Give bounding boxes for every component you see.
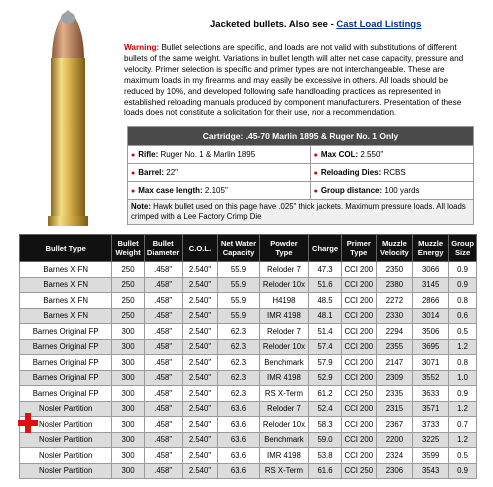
table-cell: 62.3	[218, 386, 259, 402]
field-label: Max COL:	[320, 150, 359, 159]
note-label: Note:	[131, 202, 151, 211]
table-cell: .458"	[144, 432, 182, 448]
column-header: Bullet Weight	[112, 235, 144, 262]
table-cell: 62.3	[218, 370, 259, 386]
bullet-type-cell: Nosler Partition	[20, 401, 112, 417]
column-header: Group Size	[449, 235, 477, 262]
table-cell: 62.3	[218, 339, 259, 355]
table-cell: 0.9	[449, 386, 477, 402]
table-cell: 2866	[413, 293, 449, 309]
table-cell: .458"	[144, 355, 182, 371]
table-cell: .458"	[144, 370, 182, 386]
column-header: Powder Type	[259, 235, 309, 262]
bullet-dot-icon: ●	[131, 188, 136, 195]
table-cell: 250	[112, 262, 144, 278]
table-cell: 2.540"	[182, 293, 218, 309]
table-cell: 0.8	[449, 293, 477, 309]
column-header: Bullet Type	[20, 235, 112, 262]
field-value: 22"	[164, 168, 178, 177]
cartridge-icon	[38, 0, 98, 230]
table-cell: CCI 200	[341, 293, 376, 309]
table-row	[20, 463, 477, 479]
table-cell: 300	[112, 324, 144, 340]
table-cell: 3225	[413, 432, 449, 448]
table-cell: Reloder 7	[259, 262, 309, 278]
column-header: Bullet Diameter	[144, 235, 182, 262]
table-cell: 300	[112, 370, 144, 386]
column-header: Primer Type	[341, 235, 376, 262]
field-label: Max case length:	[138, 186, 203, 195]
table-cell: 3145	[413, 277, 449, 293]
table-cell: 2147	[376, 355, 412, 371]
table-cell: 2324	[376, 448, 412, 464]
bullet-dot-icon: ●	[313, 188, 318, 195]
table-cell: 2.540"	[182, 386, 218, 402]
field-value: RCBS	[381, 168, 406, 177]
red-cross-marker-icon	[17, 412, 39, 434]
table-cell: 300	[112, 355, 144, 371]
table-cell: 2367	[376, 417, 412, 433]
table-cell: CCI 200	[341, 355, 376, 371]
cast-load-listings-link[interactable]: Cast Load Listings	[336, 19, 422, 30]
table-cell: 0.9	[449, 463, 477, 479]
table-cell: 55.9	[218, 308, 259, 324]
cartridge-cell	[128, 146, 311, 164]
bullet-type-label: Nosler Partition	[39, 419, 93, 429]
cartridge-cell	[128, 164, 311, 182]
table-cell: 3695	[413, 339, 449, 355]
table-cell: .458"	[144, 324, 182, 340]
table-cell: 57.9	[309, 355, 342, 371]
bullet-type-cell	[20, 417, 112, 433]
table-cell: 300	[112, 432, 144, 448]
table-row	[20, 293, 477, 309]
field-value: 2.550"	[358, 150, 384, 159]
table-cell: 2315	[376, 401, 412, 417]
table-cell: 0.6	[449, 308, 477, 324]
table-cell: Benchmark	[259, 432, 309, 448]
load-data-table	[19, 234, 477, 479]
cartridge-cell	[310, 146, 473, 164]
table-row	[20, 432, 477, 448]
table-cell: CCI 200	[341, 339, 376, 355]
table-cell: 3014	[413, 308, 449, 324]
bullet-dot-icon: ●	[313, 152, 318, 159]
cartridge-cell	[310, 164, 473, 182]
table-cell: .458"	[144, 277, 182, 293]
table-cell: 2380	[376, 277, 412, 293]
table-cell: 2.540"	[182, 355, 218, 371]
field-label: Reloading Dies:	[320, 168, 382, 177]
table-cell: 62.3	[218, 355, 259, 371]
table-cell: 63.6	[218, 448, 259, 464]
field-value: 2.105"	[202, 186, 228, 195]
table-cell: 1.2	[449, 339, 477, 355]
table-cell: 2335	[376, 386, 412, 402]
table-cell: 2.540"	[182, 277, 218, 293]
column-header: Muzzle Energy	[413, 235, 449, 262]
warning-body: Bullet selections are specific, and loads are not valid with substitutions of different bullets of the same weight. Variations in bullet length will alter net case capacity, pressure and velocity. Primer selection is specific and primer types are not interchangeable. These are maximum loads in my firearms and may easily be excessive in others. All loads should be reduced by 10%, and developed following safe handloading practices as represented in established reloading manuals produced by component manufacturers. Presentation of these loads does not constitute a solicitation for their use, nor a recommendation.	[124, 43, 464, 118]
column-header: Net Water Capacity	[218, 235, 259, 262]
table-cell: 51.4	[309, 324, 342, 340]
table-cell: 3599	[413, 448, 449, 464]
table-cell: 63.6	[218, 432, 259, 448]
table-cell: 3543	[413, 463, 449, 479]
page-heading	[210, 19, 421, 30]
table-cell: 52.9	[309, 370, 342, 386]
table-cell: 63.6	[218, 401, 259, 417]
load-table-header-row	[20, 235, 477, 262]
table-cell: .458"	[144, 386, 182, 402]
table-cell: 2.540"	[182, 401, 218, 417]
table-cell: 300	[112, 448, 144, 464]
field-label: Rifle:	[138, 150, 159, 159]
table-cell: CCI 200	[341, 401, 376, 417]
table-cell: 2294	[376, 324, 412, 340]
table-cell: H4198	[259, 293, 309, 309]
bullet-type-cell: Barnes Original FP	[20, 386, 112, 402]
table-cell: 2330	[376, 308, 412, 324]
table-cell: 0.5	[449, 324, 477, 340]
load-table-body	[20, 262, 477, 479]
table-cell: CCI 250	[341, 386, 376, 402]
table-cell: 1.0	[449, 370, 477, 386]
bullet-type-cell: Nosler Partition	[20, 432, 112, 448]
table-cell: 300	[112, 386, 144, 402]
table-cell: 3506	[413, 324, 449, 340]
bullet-dot-icon: ●	[131, 170, 136, 177]
table-cell: 2200	[376, 432, 412, 448]
table-cell: 3571	[413, 401, 449, 417]
table-cell: 3552	[413, 370, 449, 386]
table-cell: CCI 250	[341, 463, 376, 479]
field-value: Ruger No. 1 & Marlin 1895	[158, 150, 256, 159]
table-cell: 1.2	[449, 401, 477, 417]
warning-label: Warning:	[124, 43, 160, 52]
table-cell: 51.6	[309, 277, 342, 293]
table-row	[20, 308, 477, 324]
bullet-type-cell: Barnes X FN	[20, 262, 112, 278]
field-label: Barrel:	[138, 168, 165, 177]
cartridge-note	[128, 200, 474, 225]
table-cell: 61.6	[309, 463, 342, 479]
table-cell: .458"	[144, 308, 182, 324]
bullet-dot-icon: ●	[131, 152, 136, 159]
table-cell: Reloder 10x	[259, 339, 309, 355]
table-cell: 0.8	[449, 355, 477, 371]
table-cell: .458"	[144, 339, 182, 355]
table-cell: Reloder 7	[259, 401, 309, 417]
bullet-type-cell: Barnes X FN	[20, 277, 112, 293]
heading-text: Jacketed bullets. Also see -	[210, 19, 337, 30]
table-cell: 3733	[413, 417, 449, 433]
table-row	[20, 262, 477, 278]
warning-paragraph	[124, 43, 479, 119]
table-cell: 300	[112, 417, 144, 433]
table-cell: 48.5	[309, 293, 342, 309]
bullet-type-cell: Barnes X FN	[20, 308, 112, 324]
table-cell: .458"	[144, 262, 182, 278]
bullet-type-cell: Nosler Partition	[20, 448, 112, 464]
table-cell: 300	[112, 401, 144, 417]
column-header: C.O.L.	[182, 235, 218, 262]
table-cell: 3633	[413, 386, 449, 402]
bullet-type-cell: Barnes Original FP	[20, 324, 112, 340]
table-cell: CCI 200	[341, 277, 376, 293]
field-value: 100 yards	[382, 186, 420, 195]
table-cell: CCI 200	[341, 417, 376, 433]
table-cell: 63.6	[218, 417, 259, 433]
table-cell: 47.3	[309, 262, 342, 278]
table-cell: .458"	[144, 293, 182, 309]
table-cell: 0.7	[449, 417, 477, 433]
field-label: Group distance:	[320, 186, 383, 195]
table-cell: 2.540"	[182, 262, 218, 278]
table-cell: 2350	[376, 262, 412, 278]
table-cell: 1.2	[449, 432, 477, 448]
table-cell: 300	[112, 463, 144, 479]
table-cell: .458"	[144, 417, 182, 433]
table-cell: Reloder 10x	[259, 277, 309, 293]
table-row	[20, 355, 477, 371]
table-cell: 2355	[376, 339, 412, 355]
column-header: Charge	[309, 235, 342, 262]
table-row	[20, 417, 477, 433]
table-cell: 0.5	[449, 448, 477, 464]
table-cell: 3066	[413, 262, 449, 278]
cartridge-row	[128, 164, 474, 182]
bullet-type-cell: Barnes X FN	[20, 293, 112, 309]
table-row	[20, 448, 477, 464]
table-cell: Benchmark	[259, 355, 309, 371]
table-row	[20, 277, 477, 293]
table-row	[20, 324, 477, 340]
bullet-dot-icon: ●	[313, 170, 318, 177]
table-cell: IMR 4198	[259, 448, 309, 464]
table-cell: Reloder 7	[259, 324, 309, 340]
table-cell: 2.540"	[182, 448, 218, 464]
table-cell: 2306	[376, 463, 412, 479]
table-cell: 55.9	[218, 277, 259, 293]
table-cell: 2.540"	[182, 324, 218, 340]
table-cell: 63.6	[218, 463, 259, 479]
table-cell: 2309	[376, 370, 412, 386]
table-cell: 300	[112, 339, 144, 355]
table-cell: .458"	[144, 448, 182, 464]
table-cell: 2.540"	[182, 463, 218, 479]
cartridge-info-table	[127, 126, 474, 225]
table-cell: 48.1	[309, 308, 342, 324]
table-cell: CCI 200	[341, 262, 376, 278]
table-cell: 2.540"	[182, 417, 218, 433]
cartridge-title: Cartridge: .45-70 Marlin 1895 & Ruger No. 1 Only	[128, 127, 474, 146]
table-cell: CCI 200	[341, 432, 376, 448]
table-cell: RS X-Term	[259, 463, 309, 479]
table-cell: IMR 4198	[259, 308, 309, 324]
bullet-type-cell: Barnes Original FP	[20, 370, 112, 386]
table-cell: .458"	[144, 463, 182, 479]
table-cell: 61.2	[309, 386, 342, 402]
table-cell: 57.4	[309, 339, 342, 355]
table-cell: 3071	[413, 355, 449, 371]
table-row	[20, 386, 477, 402]
table-cell: 250	[112, 308, 144, 324]
cartridge-cell	[128, 182, 311, 200]
table-cell: 250	[112, 293, 144, 309]
table-cell: 59.0	[309, 432, 342, 448]
bullet-type-cell: Barnes Original FP	[20, 339, 112, 355]
bullet-type-cell: Barnes Original FP	[20, 355, 112, 371]
table-cell: CCI 200	[341, 308, 376, 324]
table-cell: 58.3	[309, 417, 342, 433]
table-cell: 2.540"	[182, 308, 218, 324]
table-cell: .458"	[144, 401, 182, 417]
cartridge-cell	[310, 182, 473, 200]
table-cell: 2.540"	[182, 339, 218, 355]
table-cell: 62.3	[218, 324, 259, 340]
table-row	[20, 401, 477, 417]
table-row	[20, 370, 477, 386]
table-cell: 2272	[376, 293, 412, 309]
table-cell: 52.4	[309, 401, 342, 417]
table-row	[20, 339, 477, 355]
table-cell: RS X-Term	[259, 386, 309, 402]
cartridge-row	[128, 182, 474, 200]
table-cell: CCI 200	[341, 448, 376, 464]
table-cell: CCI 200	[341, 370, 376, 386]
table-cell: 53.8	[309, 448, 342, 464]
table-cell: CCI 200	[341, 324, 376, 340]
table-cell: IMR 4198	[259, 370, 309, 386]
note-text: Hawk bullet used on this page have .025" thick jackets. Maximum pressure loads. All loads crimped with a Lee Factory Crimp Die	[131, 202, 466, 221]
cartridge-row	[128, 146, 474, 164]
table-cell: 2.540"	[182, 432, 218, 448]
table-cell: 250	[112, 277, 144, 293]
table-cell: 55.9	[218, 293, 259, 309]
table-cell: 2.540"	[182, 370, 218, 386]
table-cell: Reloder 10x	[259, 417, 309, 433]
bullet-type-cell: Nosler Partition	[20, 463, 112, 479]
column-header: Muzzle Velocity	[376, 235, 412, 262]
table-cell: 0.9	[449, 277, 477, 293]
table-cell: 0.9	[449, 262, 477, 278]
table-cell: 55.9	[218, 262, 259, 278]
